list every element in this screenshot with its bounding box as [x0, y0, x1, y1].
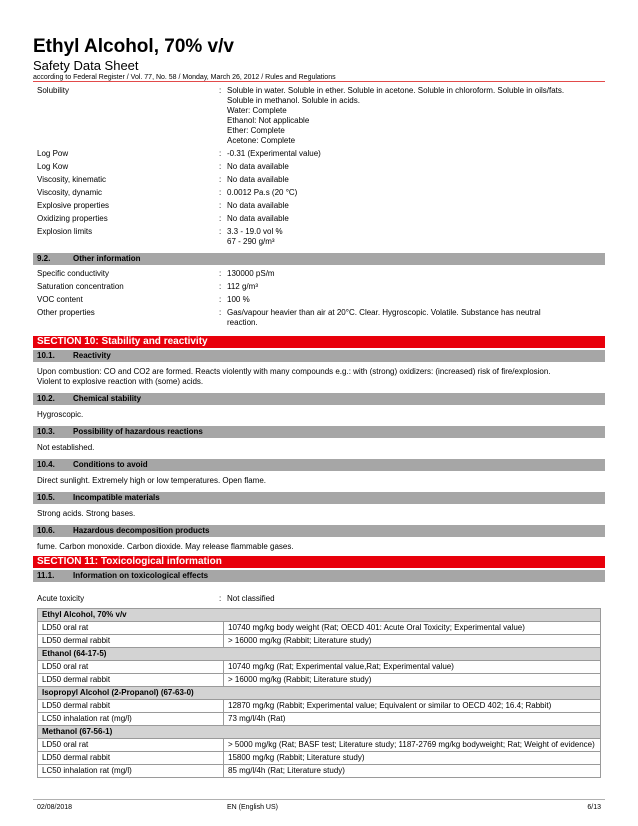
property-value-line: No data available: [227, 175, 289, 184]
subsection-text: [33, 441, 605, 455]
toxicity-endpoint: LD50 dermal rabbit: [38, 635, 224, 648]
other-information-list: [33, 268, 605, 330]
property-value: [227, 269, 605, 279]
property-value: [227, 214, 605, 224]
subsection-text: [33, 365, 605, 389]
property-row: [33, 294, 605, 307]
toxicity-row: [38, 661, 601, 674]
subsection-text: [33, 408, 605, 422]
toxicity-endpoint: LC50 inhalation rat (mg/l): [38, 765, 224, 778]
substance-group-row: [38, 687, 601, 700]
document-title: Ethyl Alcohol, 70% v/v: [33, 36, 234, 57]
colon-separator: :: [219, 295, 222, 304]
toxicity-value: 10740 mg/kg (Rat; Experimental value,Rat; Experimental value): [224, 661, 601, 674]
subsection-title: Hazardous decomposition products: [73, 526, 210, 535]
document-header: [33, 36, 605, 83]
toxicity-row: [38, 622, 601, 635]
colon-separator: :: [219, 149, 222, 158]
toxicity-value: > 16000 mg/kg (Rabbit; Literature study): [224, 674, 601, 687]
property-label: Acute toxicity: [37, 594, 85, 603]
subsection-title: Conditions to avoid: [73, 460, 148, 469]
toxicity-row: [38, 713, 601, 726]
text-line: Direct sunlight. Extremely high or low temperatures. Open flame.: [37, 476, 266, 485]
footer-date: 02/08/2018: [37, 804, 73, 811]
colon-separator: :: [219, 308, 222, 317]
property-label: Explosive properties: [37, 201, 110, 210]
property-value-line: Ether: Complete: [227, 126, 285, 135]
toxicity-value: > 5000 mg/kg (Rat; BASF test; Literature study; 1187-2769 mg/kg bodyweight; Rat; Weight of evidence): [224, 739, 601, 752]
colon-separator: :: [219, 227, 222, 236]
property-value-line: 130000 pS/m: [227, 269, 275, 278]
property-row: [33, 226, 605, 249]
toxicity-row: [38, 700, 601, 713]
property-value-line: Acetone: Complete: [227, 136, 296, 145]
colon-separator: :: [219, 86, 222, 95]
colon-separator: :: [219, 162, 222, 171]
text-line: Not established.: [37, 443, 95, 452]
toxicity-endpoint: LD50 dermal rabbit: [38, 700, 224, 713]
property-label: Oxidizing properties: [37, 214, 108, 223]
property-value: Not classified: [227, 594, 275, 603]
property-value-line: 3.3 - 19.0 vol %: [227, 227, 283, 236]
subsection-text: [33, 540, 605, 554]
property-value: [227, 308, 605, 328]
subsection-title: Chemical stability: [73, 394, 142, 403]
subsection-header: [33, 492, 605, 504]
colon-separator: :: [219, 594, 222, 603]
subsection-number: 11.1.: [37, 571, 55, 580]
text-line: Hygroscopic.: [37, 410, 84, 419]
toxicity-row: [38, 739, 601, 752]
toxicity-endpoint: LD50 oral rat: [38, 661, 224, 674]
property-value-line: Water: Complete: [227, 106, 287, 115]
subsection-number: 10.4.: [37, 460, 55, 469]
toxicity-row: [38, 674, 601, 687]
subsection-number: 10.6.: [37, 526, 55, 535]
property-value: [227, 295, 605, 305]
colon-separator: :: [219, 175, 222, 184]
property-value-line: No data available: [227, 214, 289, 223]
toxicity-endpoint: LD50 dermal rabbit: [38, 674, 224, 687]
property-value-line: No data available: [227, 162, 289, 171]
subsection-header: [33, 393, 605, 405]
subsection-number: 10.1.: [37, 351, 55, 360]
toxicity-row: [38, 635, 601, 648]
substance-group-row: [38, 648, 601, 661]
document-body: [33, 85, 605, 778]
property-value: [227, 162, 605, 172]
colon-separator: :: [219, 201, 222, 210]
property-label: VOC content: [37, 295, 83, 304]
property-value-line: 67 - 290 g/m³: [227, 237, 275, 246]
property-value-line: Soluble in water. Soluble in ether. Soluble in acetone. Soluble in chloroform. Soluble in oils/fats.: [227, 86, 565, 95]
property-row: [33, 148, 605, 161]
toxicity-endpoint: LC50 inhalation rat (mg/l): [38, 713, 224, 726]
property-value: [227, 227, 605, 247]
substance-name: Ethyl Alcohol, 70% v/v: [38, 609, 601, 622]
property-value-line: 100 %: [227, 295, 250, 304]
colon-separator: :: [219, 188, 222, 197]
property-value: [227, 201, 605, 211]
property-label: Specific conductivity: [37, 269, 110, 278]
text-line: Strong acids. Strong bases.: [37, 509, 136, 518]
toxicity-value: 73 mg/l/4h (Rat): [224, 713, 601, 726]
subsection-header: [33, 350, 605, 362]
property-label: Log Pow: [37, 149, 69, 158]
property-value-line: reaction.: [227, 318, 258, 327]
property-label: Saturation concentration: [37, 282, 124, 291]
subsection-number: 10.5.: [37, 493, 55, 502]
subsection-number: 10.2.: [37, 394, 55, 403]
physical-properties-list: [33, 85, 605, 249]
property-value: [227, 188, 605, 198]
subsection-title: Other information: [73, 254, 141, 263]
property-row: [33, 281, 605, 294]
substance-group-row: [38, 609, 601, 622]
property-value: [227, 282, 605, 292]
subsection-title: Possibility of hazardous reactions: [73, 427, 203, 436]
property-value-line: -0.31 (Experimental value): [227, 149, 321, 158]
property-row: [33, 268, 605, 281]
toxicity-value: 85 mg/l/4h (Rat; Literature study): [224, 765, 601, 778]
section-10-content: [33, 350, 605, 554]
substance-group-row: [38, 726, 601, 739]
property-label: Log Kow: [37, 162, 69, 171]
text-line: fume. Carbon monoxide. Carbon dioxide. May release flammable gases.: [37, 542, 294, 551]
toxicity-value: 10740 mg/kg body weight (Rat; OECD 401: Acute Oral Toxicity; Experimental value): [224, 622, 601, 635]
subsection-number: 10.3.: [37, 427, 55, 436]
toxicity-endpoint: LD50 oral rat: [38, 622, 224, 635]
subsection-header: [33, 426, 605, 438]
colon-separator: :: [219, 269, 222, 278]
document-subtitle: Safety Data Sheet: [33, 58, 139, 73]
toxicity-endpoint: LD50 oral rat: [38, 739, 224, 752]
subsection-11-1-header: [33, 570, 605, 582]
header-divider: [33, 81, 605, 82]
property-value-line: 0.0012 Pa.s (20 °C): [227, 188, 298, 197]
property-label: Solubility: [37, 86, 70, 95]
subsection-9-2-header: [33, 253, 605, 265]
subsection-text: [33, 507, 605, 521]
toxicity-value: 12870 mg/kg (Rabbit; Experimental value; Equivalent or similar to OECD 402; 16.4; Rabbit): [224, 700, 601, 713]
subsection-title: Reactivity: [73, 351, 111, 360]
subsection-text: [33, 474, 605, 488]
property-row: [33, 307, 605, 330]
property-row: [33, 213, 605, 226]
section-11-header: SECTION 11: Toxicological information: [33, 556, 605, 568]
toxicity-value: > 16000 mg/kg (Rabbit; Literature study): [224, 635, 601, 648]
toxicity-endpoint: LD50 dermal rabbit: [38, 752, 224, 765]
property-value: [227, 86, 605, 146]
regulation-reference: according to Federal Register / Vol. 77, No. 58 / Monday, March 26, 2012 / Rules and Regulations: [33, 74, 336, 81]
property-value-line: Ethanol: Not applicable: [227, 116, 310, 125]
footer-page-number: 6/13: [587, 804, 601, 811]
subsection-header: [33, 459, 605, 471]
substance-name: Isopropyl Alcohol (2-Propanol) (67-63-0): [38, 687, 601, 700]
property-row: [33, 161, 605, 174]
property-value-line: Soluble in methanol. Soluble in acids.: [227, 96, 360, 105]
footer-divider: [33, 799, 605, 800]
subsection-header: [33, 525, 605, 537]
colon-separator: :: [219, 282, 222, 291]
property-label: Viscosity, kinematic: [37, 175, 107, 184]
subsection-title: Information on toxicological effects: [73, 571, 209, 580]
property-row: [33, 174, 605, 187]
text-line: Upon combustion: CO and CO2 are formed. Reacts violently with many compounds e.g.: with (strong) oxidizers: (increased) risk of fire/explosion.: [37, 367, 551, 376]
property-value-line: 112 g/m³: [227, 282, 258, 291]
property-row: [33, 200, 605, 213]
toxicity-row: [38, 752, 601, 765]
property-value-line: Gas/vapour heavier than air at 20°C. Clear. Hygroscopic. Volatile. Substance has neutral: [227, 308, 541, 317]
subsection-number: 9.2.: [37, 254, 51, 263]
colon-separator: :: [219, 214, 222, 223]
property-label: Other properties: [37, 308, 95, 317]
property-value-line: No data available: [227, 201, 289, 210]
toxicity-row: [38, 765, 601, 778]
subsection-title: Incompatible materials: [73, 493, 160, 502]
substance-name: Ethanol (64-17-5): [38, 648, 601, 661]
property-row: [33, 187, 605, 200]
property-row: [33, 85, 605, 148]
acute-toxicity-row: [33, 593, 605, 606]
section-10-header: SECTION 10: Stability and reactivity: [33, 336, 605, 348]
toxicity-table: [37, 608, 601, 778]
toxicity-value: 15800 mg/kg (Rabbit; Literature study): [224, 752, 601, 765]
property-value: [227, 149, 605, 159]
property-value: [227, 175, 605, 185]
substance-name: Methanol (67-56-1): [38, 726, 601, 739]
text-line: Violent to explosive reaction with (some) acids.: [37, 377, 204, 386]
property-label: Explosion limits: [37, 227, 93, 236]
property-label: Viscosity, dynamic: [37, 188, 103, 197]
footer-language: EN (English US): [227, 804, 278, 811]
